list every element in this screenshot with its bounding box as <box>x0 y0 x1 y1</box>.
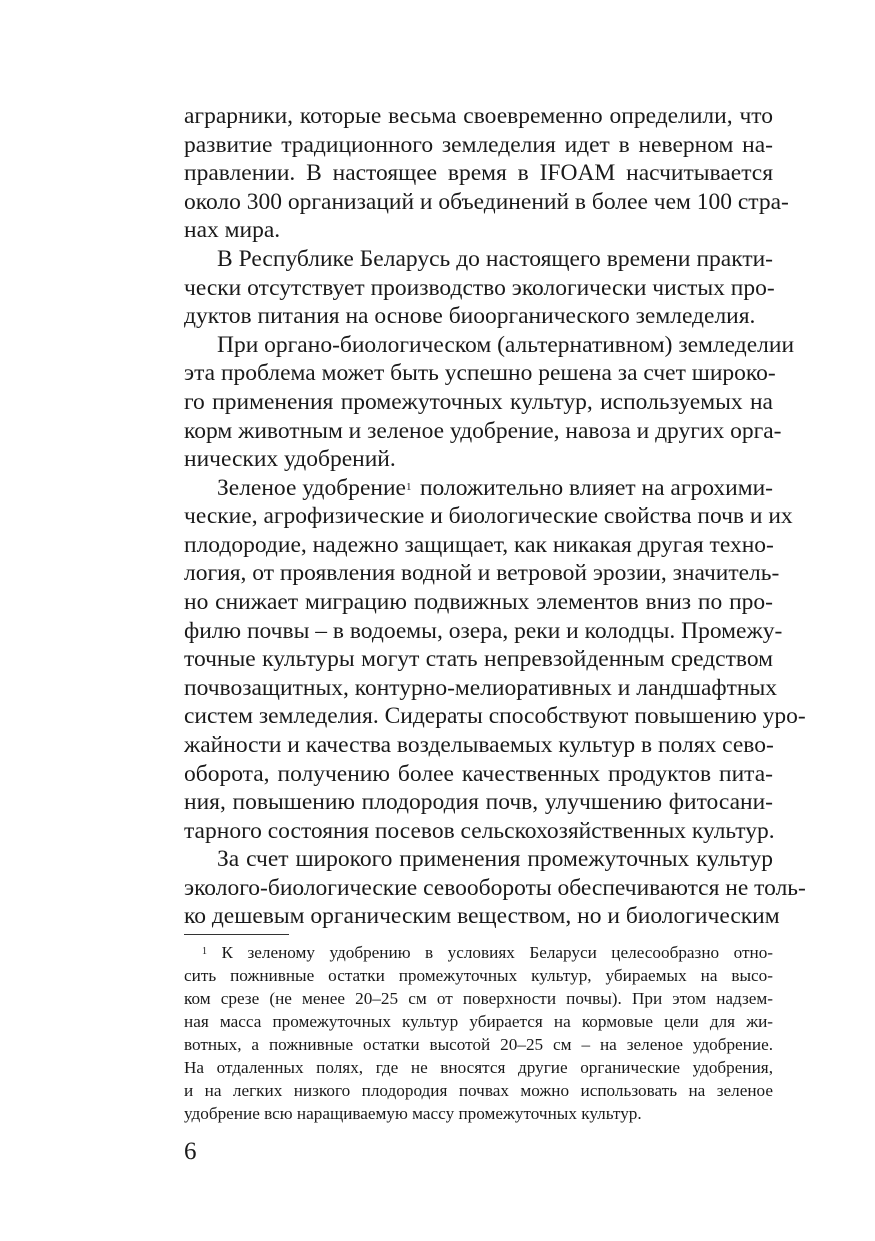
footnote-line <box>202 942 773 964</box>
footnote-reference: 1 <box>405 481 412 493</box>
text-line: нах мира. <box>184 217 281 243</box>
footnote-text: К зеленому удобрению в условиях Беларуси целесообразно отно- <box>221 943 774 962</box>
footnote-marker: 1 <box>202 946 207 957</box>
footnote-line: вотных, а пожнивные остатки высотой 20–25 см – на зеленое удобрение. <box>184 1035 773 1054</box>
text-line: плодородие, надежно защищает, как никакая другая техно- <box>184 532 774 558</box>
text-line: точные культуры могут стать непревзойденным средством <box>184 646 773 672</box>
text-line: дуктов питания на основе биоорганического земледелия. <box>184 303 756 329</box>
text-line: аграрники, которые весьма своевременно определили, что <box>184 103 773 129</box>
text-line: но снижает миграцию подвижных элементов вниз по про- <box>184 589 773 615</box>
text-line: систем земледелия. Сидераты способствуют повышению уро- <box>184 703 806 729</box>
text-line: жайности и качества возделываемых культур в полях сево- <box>184 732 774 758</box>
text-line: эколого-биологические севообороты обеспечиваются не толь- <box>184 875 806 901</box>
footnote-line: удобрение всю наращиваемую массу промежуточных культур. <box>184 1104 642 1123</box>
text-line: правлении. В настоящее время в IFOAM насчитывается <box>184 160 773 186</box>
text-line: В Республике Беларусь до настоящего времени практи- <box>217 246 773 272</box>
text-line: почвозащитных, контурно-мелиоративных и ландшафтных <box>184 675 778 701</box>
text-line: логия, от проявления водной и ветровой эрозии, значитель- <box>184 560 780 586</box>
text-line: корм животным и зеленое удобрение, навоза и других орга- <box>184 418 782 444</box>
footnoted-term: Зеленое удобрение$^1$ <box>217 475 412 501</box>
text-fragment: положительно влияет на агрохими- <box>419 475 773 501</box>
text-line: эта проблема может быть успешно решена за счет широко- <box>184 360 776 386</box>
text-line: нических удобрений. <box>184 446 396 472</box>
text-line-with-footnote <box>217 474 773 502</box>
footnote-separator <box>184 934 289 935</box>
footnote-line: ком срезе (не менее 20–25 см от поверхности почвы). При этом надзем- <box>184 989 773 1008</box>
text-line: При органо-биологическом (альтернативном) земледелии <box>217 332 795 358</box>
text-line: филю почвы – в водоемы, озера, реки и колодцы. Промежу- <box>184 618 783 644</box>
text-line: го применения промежуточных культур, используемых на <box>184 389 773 415</box>
text-line: За счет широкого применения промежуточных культур <box>217 846 773 872</box>
footnote-line: ная масса промежуточных культур убирается на кормовые цели для жи- <box>184 1012 773 1031</box>
page-number: 6 <box>184 1138 197 1165</box>
text-line: около 300 организаций и объединений в более чем 100 стра- <box>184 189 789 215</box>
text-line: ческие, агрофизические и биологические свойства почв и их <box>184 503 793 529</box>
footnote-line: сить пожнивные остатки промежуточных культур, убираемых на высо- <box>184 966 773 985</box>
text-line: развитие традиционного земледелия идет в неверном на- <box>184 132 773 158</box>
text-line: тарного состояния посевов сельскохозяйственных культур. <box>184 818 775 844</box>
footnote-line: и на легких низкого плодородия почвах можно использовать на зеленое <box>184 1081 773 1100</box>
text-line: чески отсутствует производство экологически чистых про- <box>184 275 775 301</box>
text-line: ко дешевым органическим веществом, но и биологическим <box>184 903 780 929</box>
text-line: оборота, получению более качественных продуктов пита- <box>184 761 773 787</box>
footnote-line: На отдаленных полях, где не вносятся другие органические удобрения, <box>184 1058 773 1077</box>
text-line: ния, повышению плодородия почв, улучшению фитосани- <box>184 789 773 815</box>
